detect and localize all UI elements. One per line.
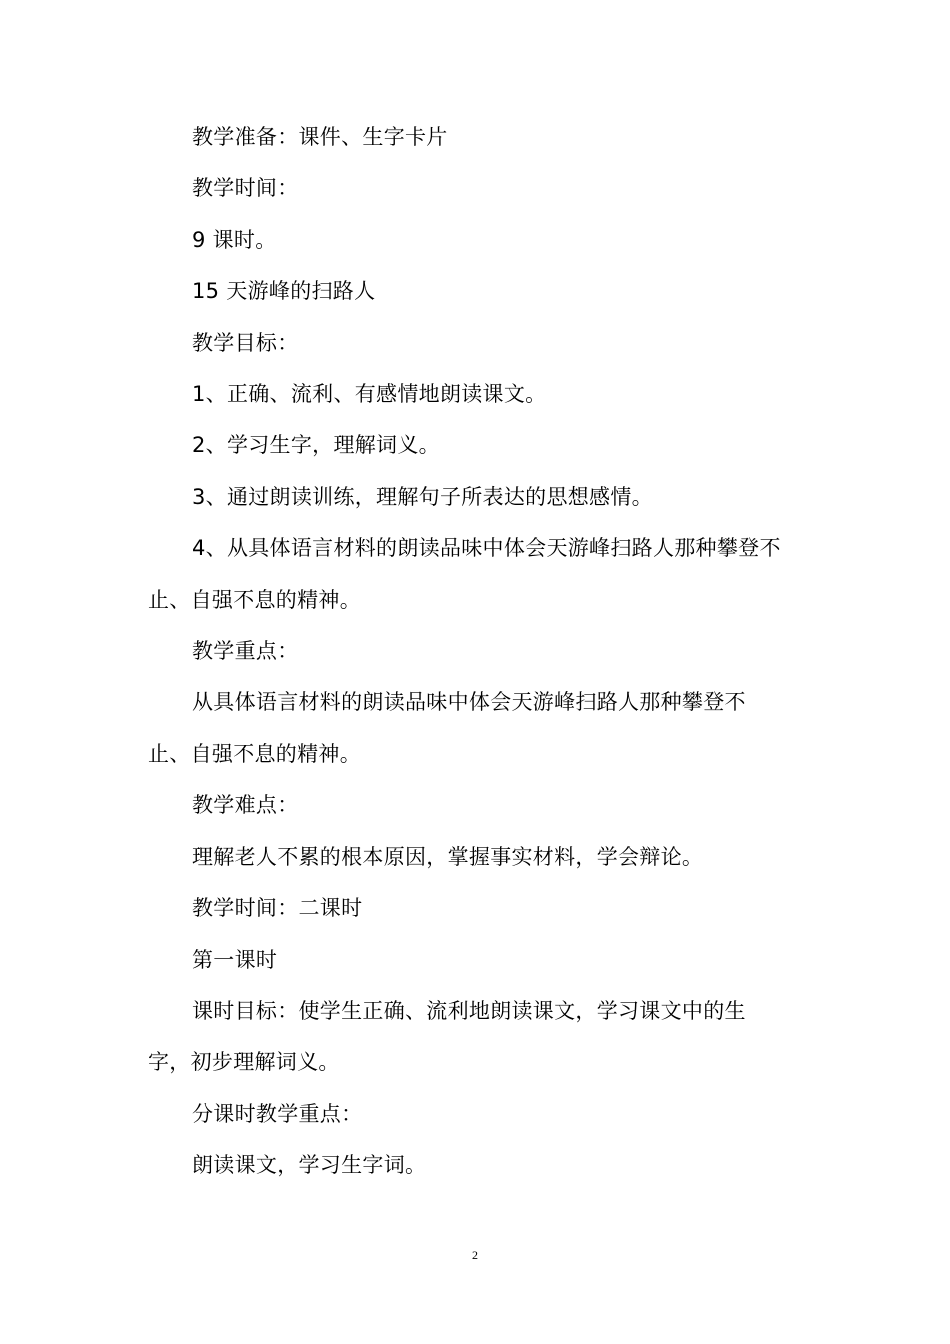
paragraph-objective-4: 4、从具体语言材料的朗读品味中体会天游峰扫路人那种攀登不止、自强不息的精神。 <box>148 536 781 612</box>
document-body <box>148 112 788 1192</box>
paragraph-teaching-time-label: 教学时间： <box>192 176 299 201</box>
paragraph-first-lesson: 第一课时 <box>192 947 278 972</box>
paragraph-lesson-count: 9 课时。 <box>192 227 277 252</box>
paragraph-lesson-key-points-heading: 分课时教学重点： <box>192 1101 363 1126</box>
paragraph-key-points-heading: 教学重点： <box>192 639 299 664</box>
paragraph-lesson-objectives: 课时目标：使学生正确、流利地朗读课文，学习课文中的生字，初步理解词义。 <box>148 998 746 1075</box>
paragraph-difficulties: 理解老人不累的根本原因，掌握事实材料，学会辩论。 <box>192 844 704 869</box>
page-number: 2 <box>472 1248 478 1262</box>
paragraph-lesson-key-points: 朗读课文，学习生字词。 <box>192 1153 427 1178</box>
paragraph-objective-1: 1、正确、流利、有感情地朗读课文。 <box>192 382 547 407</box>
paragraph-lesson-title: 15 天游峰的扫路人 <box>192 279 376 304</box>
paragraph-objective-3: 3、通过朗读训练，理解句子所表达的思想感情。 <box>192 484 653 509</box>
paragraph-key-points: 从具体语言材料的朗读品味中体会天游峰扫路人那种攀登不止、自强不息的精神。 <box>148 690 746 766</box>
paragraph-difficulties-heading: 教学难点： <box>192 793 299 818</box>
paragraph-teaching-preparation: 教学准备：课件、生字卡片 <box>192 125 448 149</box>
paragraph-objectives-heading: 教学目标： <box>192 330 299 355</box>
paragraph-teaching-time: 教学时间：二课时 <box>192 896 363 921</box>
paragraph-objective-2: 2、学习生字，理解词义。 <box>192 433 440 458</box>
